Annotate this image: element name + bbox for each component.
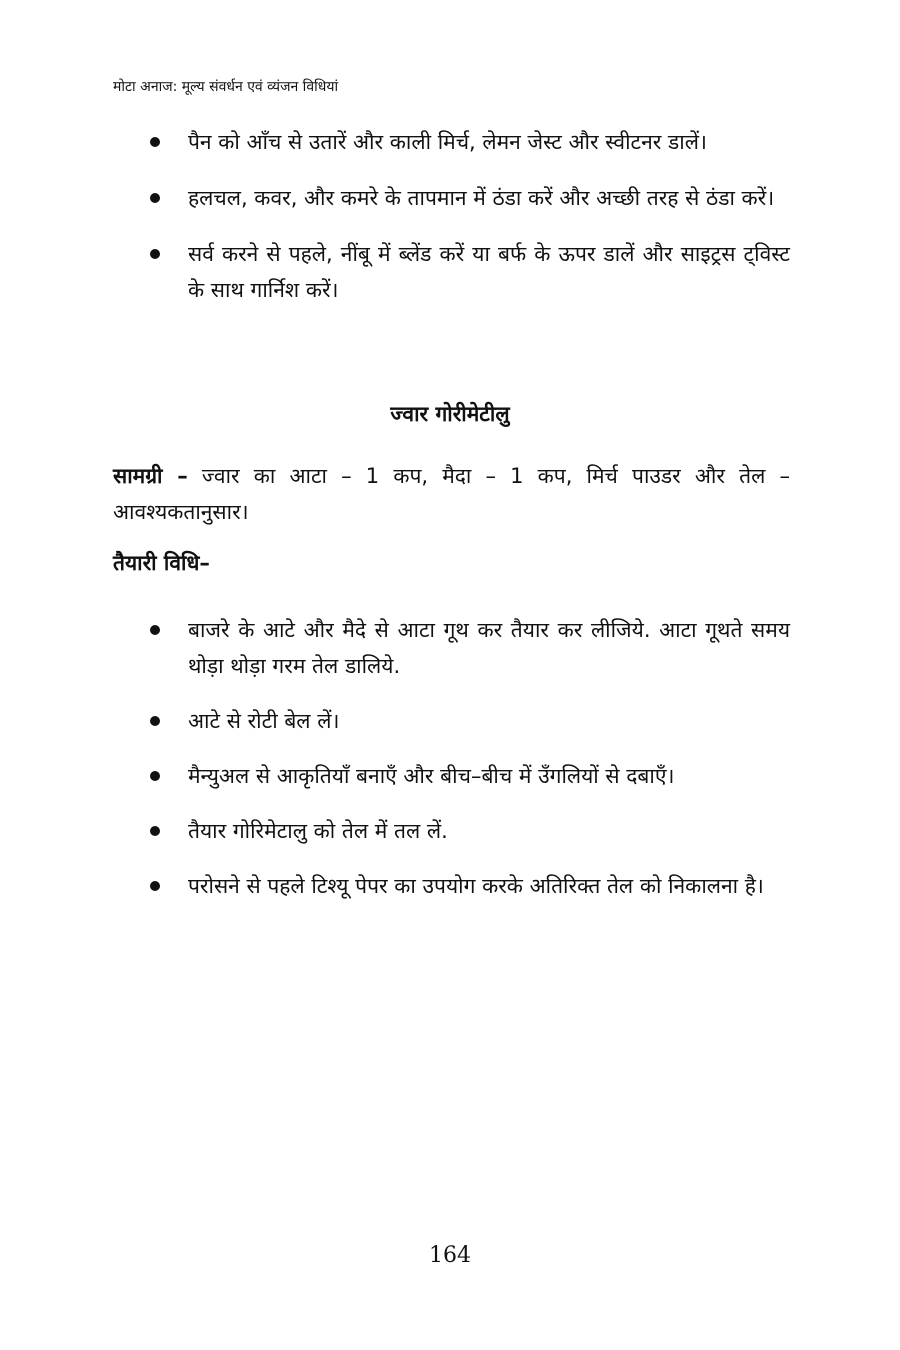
previous-recipe-steps	[150, 124, 790, 328]
step-text: तैयार गोरिमेटालु को तेल में तल लें.	[188, 819, 448, 843]
bullet-icon	[150, 771, 160, 781]
ingredients-paragraph	[113, 458, 790, 530]
list-item	[150, 612, 790, 684]
bullet-icon	[150, 193, 160, 203]
method-heading: तैयारी विधि–	[113, 551, 210, 575]
method-steps	[150, 612, 790, 923]
step-text: पैन को आँच से उतारें और काली मिर्च, लेमन जेस्ट और स्वीटनर डालें।	[188, 130, 707, 154]
step-text: आटे से रोटी बेल लें।	[188, 709, 340, 733]
bullet-icon	[150, 625, 160, 635]
list-item	[150, 758, 790, 794]
step-text: परोसने से पहले टिश्यू पेपर का उपयोग करके अतिरिक्त तेल को निकालना है।	[188, 874, 764, 898]
step-text: सर्व करने से पहले, नींबू में ब्लेंड करें या बर्फ के ऊपर डालें और साइट्रस ट्विस्ट के साथ गार्निश करें।	[188, 242, 790, 302]
running-header: मोटा अनाज: मूल्य संवर्धन एवं व्यंजन विधियां	[113, 79, 339, 95]
page-number: 164	[429, 1243, 471, 1268]
bullet-icon	[150, 249, 160, 259]
step-text: मैन्युअल से आकृतियाँ बनाएँ और बीच–बीच में उँगलियों से दबाएँ।	[188, 764, 675, 788]
bullet-icon	[150, 716, 160, 726]
bullet-icon	[150, 137, 160, 147]
step-text: बाजरे के आटे और मैदे से आटा गूथ कर तैयार कर लीजिये. आटा गूथते समय थोड़ा थोड़ा गरम तेल डालिये.	[188, 618, 790, 678]
list-item	[150, 868, 790, 904]
bullet-icon	[150, 881, 160, 891]
list-item	[150, 180, 790, 216]
list-item	[150, 236, 790, 308]
bullet-icon	[150, 826, 160, 836]
list-item	[150, 813, 790, 849]
list-item	[150, 703, 790, 739]
recipe-title: ज्वार गोरीमेटीलु	[390, 402, 510, 426]
ingredients-text: ज्वार का आटा – 1 कप, मैदा – 1 कप, मिर्च पाउडर और तेल – आवश्यकतानुसार।	[113, 464, 790, 524]
ingredients-label: सामग्री –	[113, 464, 188, 488]
step-text: हलचल, कवर, और कमरे के तापमान में ठंडा करें और अच्छी तरह से ठंडा करें।	[188, 186, 775, 210]
list-item	[150, 124, 790, 160]
